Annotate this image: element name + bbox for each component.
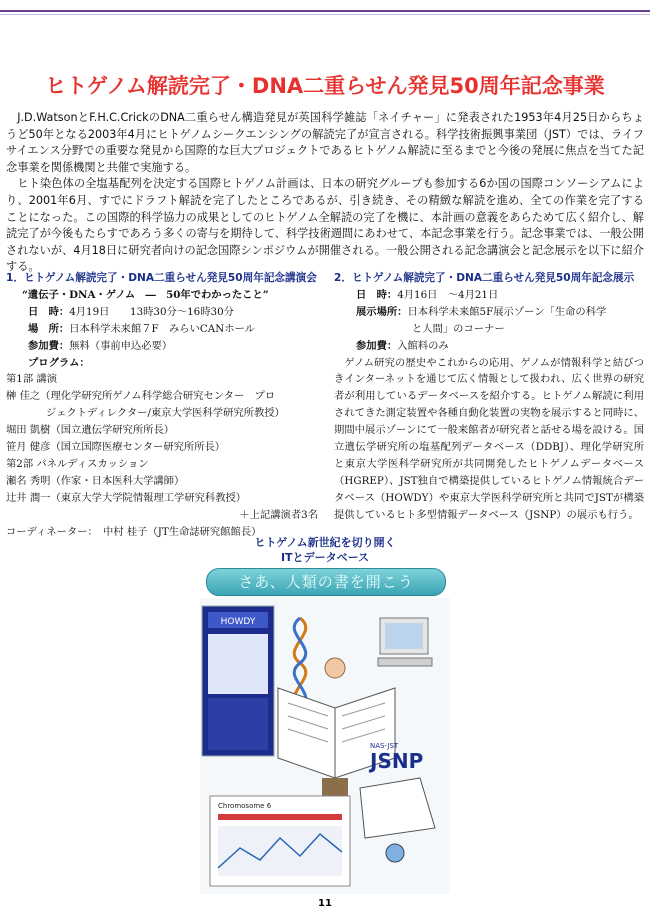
exhibit-place-label: 展示場所： [356, 305, 408, 318]
lecture-heading: 1．ヒトゲノム解読完了・DNA二重らせん発見50周年記念講演会 [6, 272, 317, 284]
poster-line-2: ITとデータベース [280, 551, 370, 564]
exhibit-description: ゲノム研究の歴史やこれからの応用、ゲノムが情報科学と結びつきインターネットを通じて広く情報として扱われ、広く世界の研究者が利用しているデータベースを紹介する。ヒトゲノム解読に利用されてきた測定装置や各種自動化装置の実物を展示すると同時に、期間中展示ゾーンにて一般来館者が研究者と話せる場を設ける。国立遺伝学研究所の塩基配列データベース（DDBJ）、理化学研究所と東京大学医科学研究所が共同開発したヒトゲノムデータベース（HGREP）、JST独自で構築提供しているヒトゲノム情報統合データベース（HOWDY）や東京大学医科学研究所と共同でJSTが構築提供しているヒト多型情報データベース（JSNP）の展示も行う。 [334, 356, 644, 521]
exhibit-heading: 2．ヒトゲノム解読完了・DNA二重らせん発見50周年記念展示 [334, 272, 635, 284]
lecture-program-label: プログラム： [28, 356, 90, 369]
exhibit-fee-value: 入館料のみ [397, 339, 449, 352]
speaker-3: 笹月 健彦（国立国際医療センター研究所所長） [6, 441, 226, 454]
intro-paragraph-2: ヒト染色体の全塩基配列を決定する国際ヒトゲノム計画は、日本の研究グループも参加する6か国の国際コンソーシアムにより、2001年6月、すでにドラフト解読を完了したところであるが、引き続き、その精緻な解読を進め、全ての作業を完了することになった。この国際的科学協力の成果としてのヒトゲノム全解読の完了を機に、本計画の意義をあらためて広く紹介し、解読完了が今後もたらすであろう多くの寄与を期待して、科学技術週間にあわせて、本記念事業を行う。記念事業では、一般公開されないが、4月18日に研究者向けの記念国際シンポジウムが開催される。一般公開される記念講演会と記念展示を以下に紹介する。 [6, 177, 644, 274]
lecture-place-label: 場 所： [28, 322, 70, 335]
panelist-2: 辻井 潤一（東京大学大学院情報理工学研究科教授） [6, 491, 247, 504]
screen1-label: HOWDY [220, 617, 256, 627]
exhibit-poster [200, 534, 450, 894]
lecture-part1: 第1部 講演 [6, 373, 58, 386]
page-title: ヒトゲノム解読完了・DNA二重らせん発見50周年記念事業 [45, 74, 605, 98]
database-screen-icon [202, 606, 274, 756]
logo-small-text: NAS-JST [370, 742, 399, 750]
intro-text [6, 110, 644, 276]
computer-icon [378, 618, 432, 666]
exhibit-fee-label: 参加費： [356, 339, 398, 352]
exhibit-date-label: 日 時： [356, 288, 398, 301]
coordinator: コーディネーター： 中村 桂子（JT生命誌研究館館長） [6, 525, 262, 538]
lecture-fee-value: 無料（事前申込必要） [69, 339, 173, 352]
exhibit-place-value-1: 日本科学未来館5F展示ゾーン「生命の科学 [407, 305, 607, 318]
panelist-others: ＋上記講演者3名 [239, 508, 318, 521]
poster-line-1: ヒトゲノム新世紀を切り開く [254, 536, 396, 549]
intro-paragraph-1: J.D.WatsonとF.H.C.CrickのDNA二重らせん構造発見が英国科学雑誌「ネイチャー」に発表された1953年4月25日からちょうど50年となる2003年4月にヒトゲノムシークエンシングの解読完了が宣言される。科学技術振興事業団（JST）では、ライフサイエンス分野での重要な発見から国際的な巨大プロジェクトであるヒトゲノム解読に至るまでと今後の発展に焦点を当てた記念事業を関係機関と共催で実施する。 [6, 111, 644, 174]
speaker-1-line1: 榊 佳之（理化学研究所ゲノム科学総合研究センター プロ [6, 390, 276, 403]
speaker-2: 堀田 凱樹（国立遺伝学研究所所長） [6, 424, 175, 437]
lecture-date-value: 4月19日 13時30分～16時30分 [69, 305, 234, 318]
lecture-column [6, 270, 328, 541]
logo-big-text: JSNP [370, 749, 424, 773]
lecture-date-label: 日 時： [28, 305, 70, 318]
lecture-fee-label: 参加費： [28, 339, 70, 352]
lecture-place-value: 日本科学未来館７F みらいCANホール [69, 322, 255, 335]
exhibit-place-value-2: と人間」のコーナー [412, 322, 505, 335]
poster-banner: さあ、人類の書を開こう [206, 568, 446, 596]
panelist-1: 瀬名 秀明（作家・日本医科大学講師） [6, 474, 185, 487]
chromosome-screen-icon [210, 796, 350, 886]
exhibit-column [334, 270, 644, 524]
speaker-1-line2: ジェクトディレクター/東京大学医科学研究所教授） [46, 407, 285, 420]
poster-illustration [200, 598, 450, 894]
lecture-subtitle: “遺伝子・DNA・ゲノム ― 50年でわかったこと” [22, 288, 269, 301]
lecture-part2: 第2部 パネルディスカッション [6, 457, 149, 470]
page-number: 11 [318, 898, 332, 909]
top-rule-thin [0, 14, 650, 15]
top-rule [0, 10, 650, 12]
exhibit-date-value: 4月16日 ～4月21日 [397, 288, 499, 301]
screen2-label: Chromosome 6 [218, 802, 272, 810]
